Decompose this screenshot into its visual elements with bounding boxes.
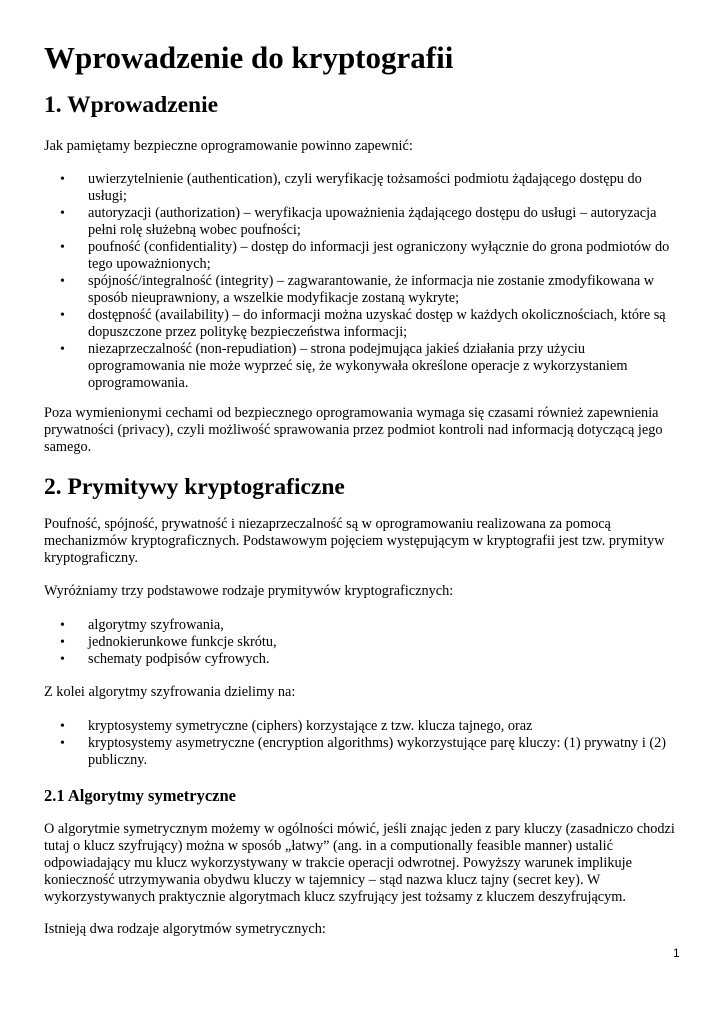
section-2-heading: 2. Prymitywy kryptograficzne <box>44 474 345 500</box>
list-item-text: schematy podpisów cyfrowych. <box>88 651 270 667</box>
section-1-feature-list <box>44 171 684 392</box>
list-item <box>44 735 684 769</box>
list-item <box>44 273 684 307</box>
bullet-icon: • <box>60 736 65 751</box>
document-title: Wprowadzenie do kryptografii <box>44 40 454 75</box>
list-item-text: spójność/integralność (integrity) – zagwarantowanie, że informacja nie zostanie zmodyfikowana w sposób nieuprawniony, a wszelkie modyfikacje zostaną wykryte; <box>88 273 655 306</box>
bullet-icon: • <box>60 342 65 357</box>
bullet-icon: • <box>60 206 65 221</box>
section-2-types-intro: Wyróżniamy trzy podstawowe rodzaje prymitywów kryptograficznych: <box>44 583 454 599</box>
list-item-text: poufność (confidentiality) – dostęp do informacji jest ograniczony wyłącznie do grona podmiotów do tego upoważnionych; <box>88 239 670 272</box>
list-item <box>44 651 684 668</box>
section-2-cipher-intro: Z kolei algorytmy szyfrowania dzielimy na: <box>44 684 296 700</box>
bullet-icon: • <box>60 635 65 650</box>
list-item <box>44 171 684 205</box>
bullet-icon: • <box>60 274 65 289</box>
bullet-icon: • <box>60 308 65 323</box>
section-2-1-tail: Istnieją dwa rodzaje algorytmów symetrycznych: <box>44 921 326 937</box>
list-item <box>44 341 684 392</box>
bullet-icon: • <box>60 652 65 667</box>
bullet-icon: • <box>60 719 65 734</box>
section-2-1-body: O algorytmie symetrycznym możemy w ogólności mówić, jeśli znając jeden z pary kluczy (zasadniczo chodzi tutaj o klucz szyfrujący) można w sposób „łatwy” (ang. in a computionally feasible manner) ustalić odpowiadający mu klucz wykorzystywany w trakcie operacji odwrotnej. Powyższy warunek implikuje konieczność utrzymywania obydwu kluczy w tajemnicy – stąd nazwa klucz tajny (secret key). W wykorzystywanych praktycznie algorytmach klucz szyfrujący jest tożsamy z kluczem deszyfrującym. <box>44 821 675 905</box>
list-item <box>44 205 684 239</box>
section-2-1-heading: 2.1 Algorytmy symetryczne <box>44 786 236 805</box>
list-item-text: uwierzytelnienie (authentication), czyli weryfikację tożsamości podmiotu żądającego dostępu do usługi; <box>88 171 642 204</box>
list-item <box>44 617 684 634</box>
primitive-types-list <box>44 617 684 668</box>
list-item <box>44 634 684 651</box>
list-item <box>44 239 684 273</box>
bullet-icon: • <box>60 618 65 633</box>
section-2-intro: Poufność, spójność, prywatność i niezaprzeczalność są w oprogramowaniu realizowana za pomocą mechanizmów kryptograficznych. Podstawowym pojęciem występującym w kryptografii jest tzw. prymityw kryptograficzny. <box>44 516 665 566</box>
bullet-icon: • <box>60 240 65 255</box>
section-1-closing: Poza wymienionymi cechami od bezpiecznego oprogramowania wymaga się czasami również zapewnienia prywatności (privacy), czyli możliwość sprawowania przez podmiot kontroli nad informacją dotyczącą jego samego. <box>44 405 663 455</box>
list-item-text: algorytmy szyfrowania, <box>88 617 224 633</box>
list-item-text: kryptosystemy symetryczne (ciphers) korzystające z tzw. klucza tajnego, oraz <box>88 718 533 734</box>
list-item <box>44 307 684 341</box>
section-1-intro: Jak pamiętamy bezpieczne oprogramowanie powinno zapewnić: <box>44 138 413 154</box>
list-item-text: autoryzacji (authorization) – weryfikacja upoważnienia żądającego dostępu do usługi – autoryzacja pełni rolę służebną wobec poufności; <box>88 205 657 238</box>
bullet-icon: • <box>60 172 65 187</box>
page-number: 1 <box>673 946 680 960</box>
list-item-text: niezaprzeczalność (non-repudiation) – strona podejmująca jakieś działania przy użyciu oprogramowania nie może wyprzeć się, że wykonywała określone operacje z wykorzystaniem oprogramowania. <box>88 341 628 391</box>
list-item <box>44 718 684 735</box>
list-item-text: jednokierunkowe funkcje skrótu, <box>88 634 277 650</box>
section-1-heading: 1. Wprowadzenie <box>44 92 219 118</box>
list-item-text: dostępność (availability) – do informacji można uzyskać dostęp w każdych okolicznościach, które są dopuszczone przez politykę bezpieczeństwa informacji; <box>88 307 666 340</box>
list-item-text: kryptosystemy asymetryczne (encryption algorithms) wykorzystujące parę kluczy: (1) prywatny i (2) publiczny. <box>88 735 667 768</box>
cipher-types-list <box>44 718 684 769</box>
